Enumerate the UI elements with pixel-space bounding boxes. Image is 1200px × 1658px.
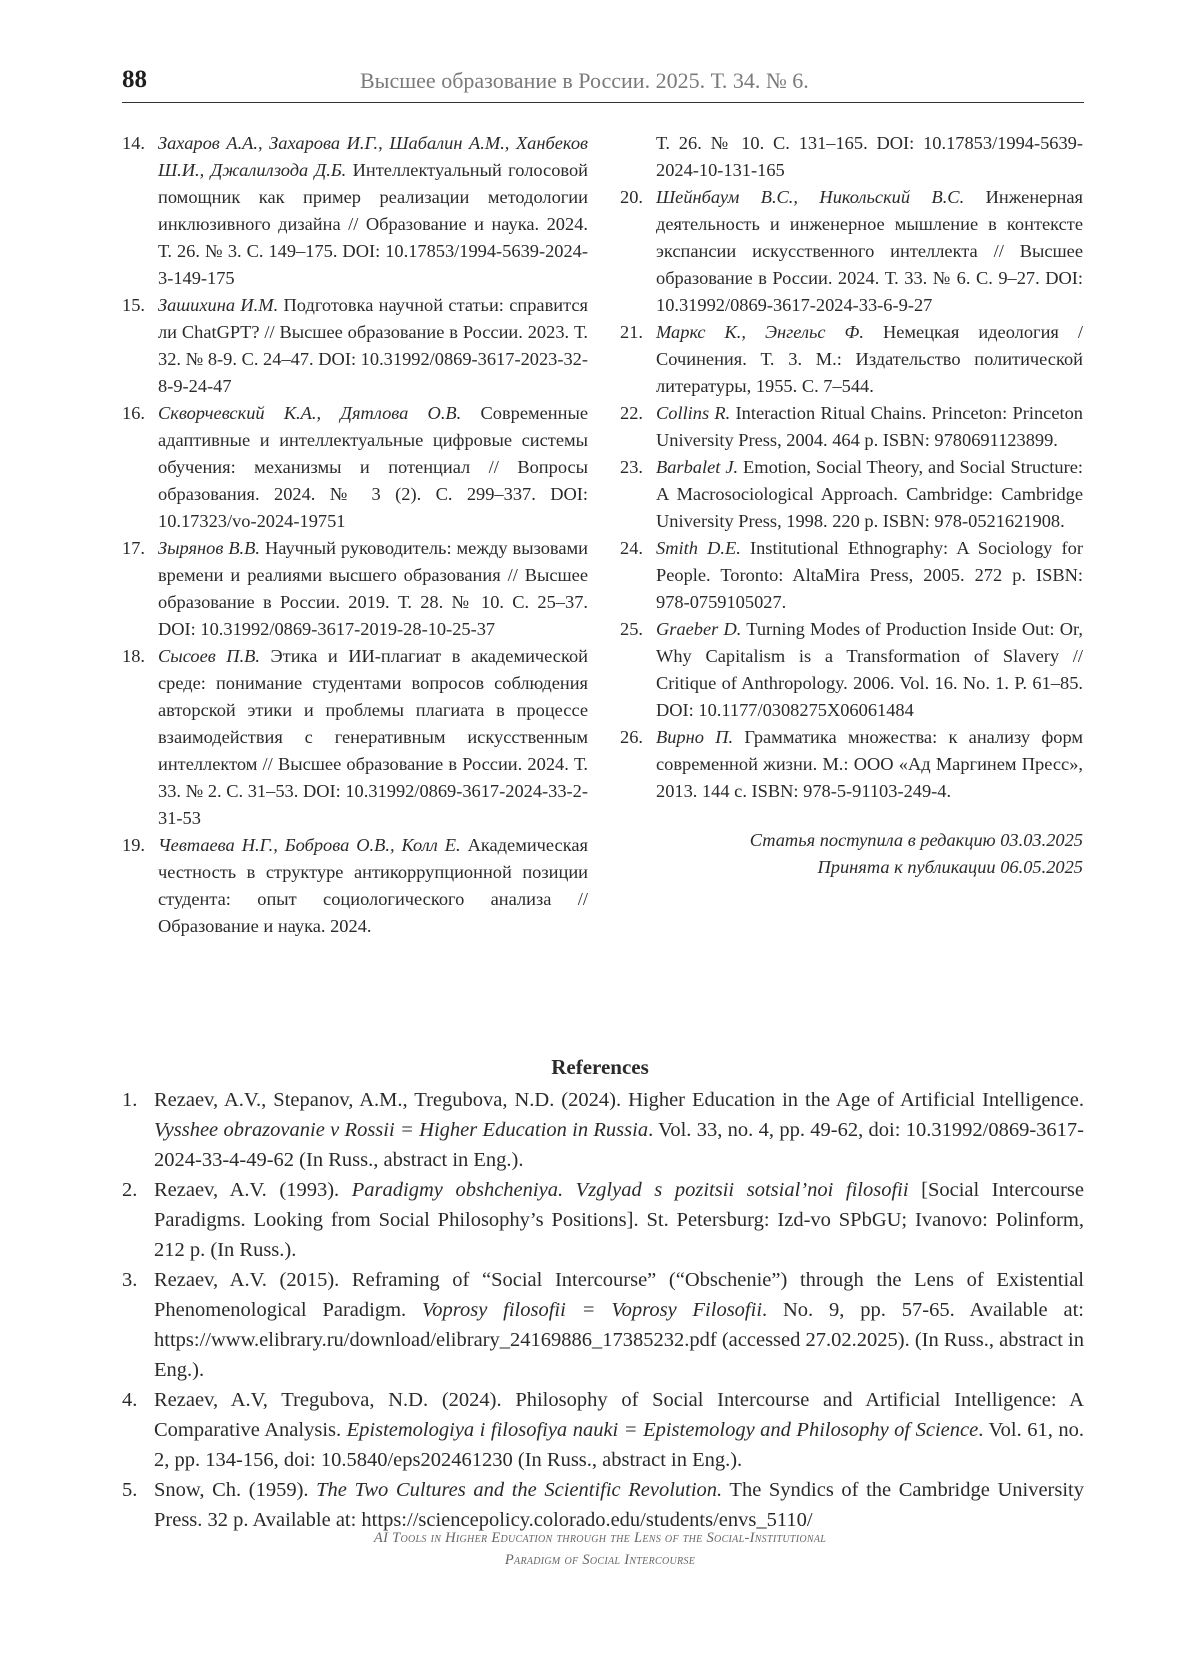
footer-line-1: AI Tools in Higher Education through the Lens of the Social-Institutional [373,1530,827,1546]
ref-number: 25. [620,619,643,639]
ref-body [656,535,1083,616]
right-column [620,130,1083,881]
ref-text: Institutional Ethnography: A Sociology for People. Toronto: AltaMira Press, 2005. 272 p. ISBN: 978-0759105027. [656,538,1083,612]
ref-body [656,184,1083,319]
ref-text: Немецкая идеология / Сочинения. Т. 3. М.: Издательство политической литературы, 1955. С. 7–544. [656,322,1083,396]
reference-item [122,1265,1084,1385]
ref-source: Voprosy filosofii = Voprosy Filosofii [422,1299,763,1321]
ref-text-pre: Rezaev, A.V, Tregubova, N.D. (2024). Philosophy of Social Intercourse and Artificial Intelligence: A Comparative Analysis. [154,1389,1084,1441]
english-references [122,1085,1084,1535]
reference-item [122,130,588,292]
running-footer [0,1527,1200,1571]
ref-text-pre: Rezaev, A.V., Stepanov, A.M., Tregubova, N.D. (2024). Higher Education in the Age of Artificial Intelligence. [154,1089,1084,1111]
ref-text: Подготовка научной статьи: справится ли ChatGPT? // Высшее образование в России. 2023. Т. 32. № 8-9. С. 24–47. DOI: 10.31992/0869-3617-2023-32-8-9-24-47 [158,295,588,396]
ref-authors: Шейнбаум В.С., Никольский В.С. [656,187,965,207]
ref-text: Инженерная деятельность и инженерное мышление в контексте экспансии искусственного интеллекта // Высшее образование в России. 2024. Т. 33. № 6. С. 9–27. DOI: 10.31992/0869-3617-2024-33-6-9-27 [656,187,1084,315]
ref-body [154,1085,1084,1175]
ref-source: Vysshee obrazovanie v Rossii = Higher Education in Russia [154,1119,649,1141]
ref-authors: Скворчевский К.А., Дятлова О.В. [158,403,462,423]
ref-body [158,832,588,940]
ref-authors: Зашихина И.М. [158,295,279,315]
reference-continuation: Т. 26. № 10. С. 131–165. DOI: 10.17853/1994-5639-2024-10-131-165 [656,133,1083,180]
ref-number: 2. [122,1179,138,1201]
left-column [122,130,588,940]
ref-body [154,1175,1084,1265]
reference-item [620,724,1083,805]
page-number: 88 [122,66,147,93]
submission-dates [620,827,1083,881]
ref-body [656,454,1083,535]
ref-number: 3. [122,1269,138,1291]
ref-authors: Вирно П. [656,727,734,747]
ref-body [158,643,588,832]
ref-text: Научный руководитель: между вызовами времени и реалиями высшего образования // Высшее образование в России. 2019. Т. 28. № 10. С. 25–37. DOI: 10.31992/0869-3617-2019-28-10-25-37 [158,538,589,639]
reference-item [620,319,1083,400]
ref-source: Paradigmy obshcheniya. Vzglyad s pozitsii sotsial’noi filosofii [351,1179,909,1201]
ref-body [656,400,1083,454]
ref-number: 14. [122,133,145,153]
reference-item [620,535,1083,616]
footer-line-2: Paradigm of Social Intercourse [504,1552,696,1568]
ref-body [158,400,588,535]
ref-number: 24. [620,538,643,558]
reference-item [620,454,1083,535]
ref-text-pre: Rezaev, A.V. (1993). [154,1179,352,1201]
ref-text-post: . No. 9, pp. 57-65. Available at: https://www.elibrary.ru/download/elibrary_24169886_17385232.pdf (accessed 27.02.2025). (In Russ., abstract in Eng.). [154,1299,1084,1381]
ref-text: Этика и ИИ-плагиат в академической среде: понимание студентами вопросов соблюдения авторской этики и проблемы плагиата в процессе взаимодействия с генеративным искусственным интеллектом // Высшее образование в России. 2024. Т. 33. № 2. С. 31–53. DOI: 10.31992/0869-3617-2024-33-2-31-53 [158,646,588,828]
ref-number: 5. [122,1479,138,1501]
running-head [122,62,1084,103]
ref-authors: Graeber D. [656,619,742,639]
ref-number: 22. [620,403,643,423]
ref-text-post: [Social Intercourse Paradigms. Looking from Social Philosophy’s Positions]. St. Petersburg: Izd-vo SPbGU; Ivanovo: Polinform, 212 p. (In Russ.). [154,1179,1084,1261]
ref-authors: Захаров А.А., Захарова И.Г., Шабалин А.М., Ханбеков Ш.И., Джалилзода Д.Б. [158,133,588,180]
ref-body [158,292,588,400]
ref-body [154,1475,1084,1535]
reference-item [620,400,1083,454]
ref-text-pre: Snow, Ch. (1959). [154,1479,317,1501]
ref-text-post: The Syndics of the Cambridge University Press. 32 p. Available at: https://sciencepolicy.colorado.edu/students/envs_5110/ [154,1479,1084,1531]
reference-item [122,1175,1084,1265]
ref-text: Современные адаптивные и интеллектуальные цифровые системы обучения: механизмы и потенциал // Вопросы образования. 2024. № 3 (2). С. 299–337. DOI: 10.17323/vo-2024-19751 [158,403,589,531]
ref-body [656,724,1083,805]
ref-body [154,1265,1084,1385]
ref-number: 23. [620,457,643,477]
reference-item [122,832,588,940]
reference-item [122,292,588,400]
reference-item [620,184,1083,319]
ref-text-post: . Vol. 61, no. 2, pp. 134-156, doi: 10.5840/eps202461230 (In Russ., abstract in Eng.). [154,1419,1084,1471]
ref-text-pre: Rezaev, A.V. (2015). Reframing of “Social Intercourse” (“Obschenie”) through the Lens of Existential Phenomenological Paradigm. [154,1269,1084,1321]
ref-number: 17. [122,538,145,558]
ref-text-post: . Vol. 33, no. 4, pp. 49-62, doi: 10.31992/0869-3617-2024-33-4-49-62 (In Russ., abstract in Eng.). [154,1119,1084,1171]
ref-text: Interaction Ritual Chains. Princeton: Princeton University Press, 2004. 464 p. ISBN: 9780691123899. [656,403,1083,450]
ref-authors: Сысоев П.В. [158,646,260,666]
ref-number: 16. [122,403,145,423]
ref-number: 4. [122,1389,138,1411]
ref-authors: Barbalet J. [656,457,739,477]
ref-number: 18. [122,646,145,666]
reference-item [122,400,588,535]
reference-item [122,643,588,832]
ref-body [158,130,588,292]
received-date: Статья поступила в редакцию 03.03.2025 [749,830,1083,850]
ref-body [656,616,1083,724]
ref-body [158,535,588,643]
reference-item [122,1475,1084,1535]
reference-item [122,1085,1084,1175]
journal-title: Высшее образование в России. 2025. Т. 34. № 6. [360,68,809,93]
ref-text: Turning Modes of Production Inside Out: Or, Why Capitalism is a Transformation of Slavery // Critique of Anthropology. 2006. Vol. 16. No. 1. P. 61–85. DOI: 10.1177/0308275X06061484 [656,619,1083,720]
ref-body [656,319,1083,400]
ref-number: 26. [620,727,643,747]
reference-item [620,616,1083,724]
ref-authors: Маркс К., Энгельс Ф. [656,322,864,342]
reference-item [122,535,588,643]
ref-text: Академическая честность в структуре антикоррупционной позиции студента: опыт социологического анализа // Образование и наука. 2024. [158,835,588,936]
ref-number: 20. [620,187,643,207]
ref-authors: Зырянов В.В. [158,538,260,558]
ref-source: Epistemologiya i filosofiya nauki = Epistemology and Philosophy of Science [346,1419,979,1441]
reference-item [122,1385,1084,1475]
accepted-date: Принята к публикации 06.05.2025 [817,857,1083,877]
ref-text: Интеллектуальный голосовой помощник как пример реализации методологии инклюзивного дизайна // Образование и наука. 2024. Т. 26. № 3. С. 149–175. DOI: 10.17853/1994-5639-2024-3-149-175 [158,160,588,288]
ref-number: 21. [620,322,643,342]
ref-body [154,1385,1084,1475]
ref-number: 15. [122,295,145,315]
references-heading: References [551,1055,649,1079]
ref-text: Грамматика множества: к анализу форм современной жизни. М.: ООО «Ад Маргинем Пресс», 2013. 144 с. ISBN: 978-5-91103-249-4. [656,727,1084,801]
ref-number: 19. [122,835,145,855]
ref-authors: Чевтаева Н.Г., Боброва О.В., Колл Е. [158,835,461,855]
ref-authors: Collins R. [656,403,731,423]
ref-number: 1. [122,1089,138,1111]
ref-text: Emotion, Social Theory, and Social Structure: A Macrosociological Approach. Cambridge: Cambridge University Press, 1998. 220 p. ISBN: 978-0521621908. [656,457,1084,531]
ref-source: The Two Cultures and the Scientific Revolution. [316,1479,723,1501]
ref-authors: Smith D.E. [656,538,741,558]
